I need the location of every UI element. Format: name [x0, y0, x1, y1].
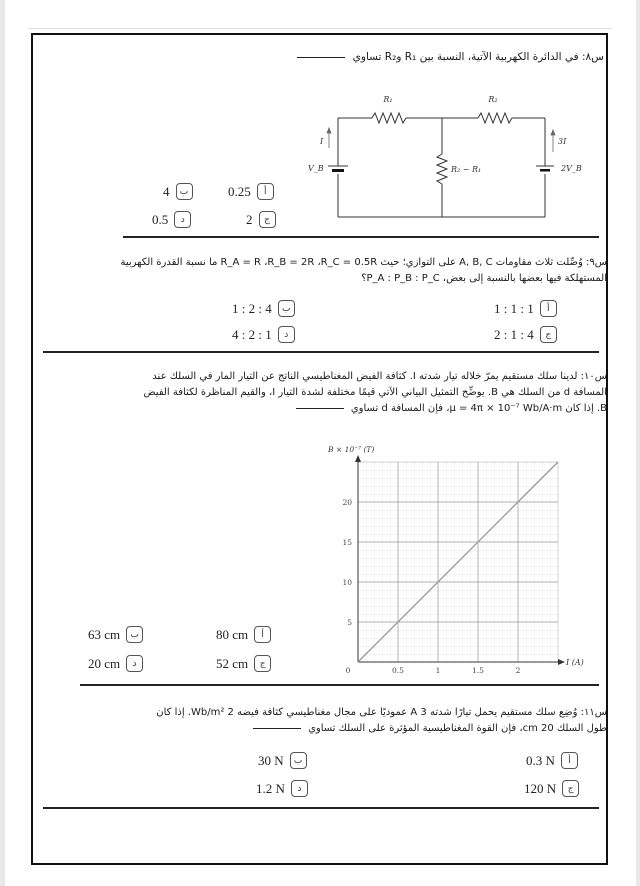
svg-text:1.5: 1.5 — [472, 666, 484, 675]
option-letter-badge: ج — [254, 655, 271, 672]
q10-text — [47, 369, 607, 417]
current-left-label: I — [320, 137, 324, 146]
battery-right-label: 2V_B — [561, 164, 582, 173]
x-axis-label: I (A) — [566, 658, 584, 667]
q11-prompt-line2: طول السلك 20 cm، فإن القوة المغناطيسية المؤثرة على السلك تساوي — [308, 723, 607, 734]
q10-option-a[interactable]: 80 cm أ — [216, 626, 271, 643]
q8-circuit-diagram — [300, 82, 600, 222]
option-letter-badge: أ — [254, 626, 271, 643]
q11-option-b[interactable]: 30 N ب — [258, 752, 307, 769]
svg-text:0.5: 0.5 — [392, 666, 404, 675]
option-letter-badge: أ — [561, 752, 578, 769]
current-arrow-right-icon — [551, 130, 555, 152]
option-letter-badge: د — [278, 326, 295, 343]
svg-text:0: 0 — [345, 666, 351, 675]
q10-divider — [80, 684, 599, 686]
q11-option-c[interactable]: 120 N ج — [524, 780, 579, 797]
option-letter-badge: د — [174, 211, 191, 228]
q10-prompt-line3: B. إذا كان μ = 4π × 10⁻⁷ Wb/A·m، فإن المسافة d تساوي — [350, 403, 607, 414]
option-letter-badge: أ — [540, 300, 557, 317]
svg-text:1: 1 — [435, 666, 441, 675]
svg-text:15: 15 — [342, 538, 352, 547]
r1-label: R₁ — [383, 95, 393, 104]
battery-left-icon — [328, 166, 348, 172]
q11-option-a[interactable]: 0.3 N أ — [526, 752, 578, 769]
r-mid-label: R₂ − R₁ — [451, 165, 482, 174]
option-letter-badge: ج — [259, 211, 276, 228]
answer-blank — [296, 408, 344, 409]
q9-text — [47, 255, 607, 287]
top-rule — [28, 28, 612, 29]
svg-text:10: 10 — [342, 578, 352, 587]
q8-text — [224, 49, 604, 65]
q10-number: س١٠: — [580, 371, 607, 382]
q9-prompt-line1: وُصِّلت ثلاث مقاومات A, B, C على التوازي؛ حيث R_A = R ،R_B = 2R ،R_C = 0.5R ما نسبة القدرة الكهربية — [120, 257, 583, 268]
option-letter-badge: د — [126, 655, 143, 672]
q8-option-c[interactable]: 2 ج — [246, 211, 276, 228]
q8-option-b[interactable]: 4 ب — [163, 183, 193, 200]
battery-right-icon — [536, 166, 554, 172]
q9-divider — [43, 351, 599, 353]
q8-option-d[interactable]: 0.5 د — [152, 211, 191, 228]
answer-blank — [253, 728, 301, 729]
option-letter-badge: ب — [278, 300, 295, 317]
q9-option-c[interactable]: 2 : 1 : 4 ج — [494, 326, 557, 343]
q10-option-c[interactable]: 52 cm ج — [216, 655, 271, 672]
y-axis-label: B × 10⁻⁷ (T) — [328, 445, 375, 454]
q10-b-vs-i-graph — [310, 440, 600, 690]
q11-text — [47, 705, 607, 737]
option-letter-badge: ج — [540, 326, 557, 343]
q11-prompt-line1: وُضِع سلك مستقيم يحمل تيارًا شدته 3 A عموديًا على مجال مغناطيسي كثافة فيضه 2 Wb/m². إذا كان — [156, 707, 578, 718]
option-letter-badge: ب — [290, 752, 307, 769]
option-letter-badge: ب — [126, 626, 143, 643]
q11-number: س١١: — [580, 707, 607, 718]
q10-prompt-line1: لدينا سلك مستقيم يمرّ خلاله تيار شدته I. كثافة الفيض المغناطيسي الناتج عن التيار المار في السلك عند — [152, 371, 578, 382]
battery-left-label: V_B — [308, 164, 324, 173]
answer-blank — [297, 57, 345, 58]
q10-option-b[interactable]: 63 cm ب — [88, 626, 143, 643]
q9-prompt-line2: المستهلكة فيها بعضها بالنسبة إلى بعض، P_A : P_B : P_C؟ — [361, 273, 607, 284]
q8-number: س٨: — [581, 51, 604, 63]
q8-option-a[interactable]: 0.25 أ — [228, 183, 274, 200]
q8-prompt: في الدائرة الكهربية الآتية، النسبة بين R₁ وR₂ تساوي — [352, 51, 579, 63]
current-arrow-left-icon — [327, 128, 331, 148]
r2-label: R₂ — [488, 95, 498, 104]
current-right-label: 3I — [558, 137, 567, 146]
option-letter-badge: أ — [257, 183, 274, 200]
q10-option-d[interactable]: 20 cm د — [88, 655, 143, 672]
q11-option-d[interactable]: 1.2 N د — [256, 780, 308, 797]
option-letter-badge: د — [291, 780, 308, 797]
svg-text:2: 2 — [515, 666, 521, 675]
svg-text:20: 20 — [342, 498, 352, 507]
svg-text:5: 5 — [347, 618, 352, 627]
q8-divider — [123, 236, 599, 238]
q9-option-d[interactable]: 4 : 2 : 1 د — [232, 326, 295, 343]
y-axis-arrow-icon — [355, 455, 361, 462]
x-axis-arrow-icon — [558, 659, 565, 665]
q9-option-a[interactable]: 1 : 1 : 1 أ — [494, 300, 557, 317]
q10-prompt-line2: المسافة d من السلك هي B. يوضِّح التمثيل البياني الآتي قيمًا مختلفة لشدة التيار I، والقيم المناظرة لكثافة الفيض — [143, 387, 607, 398]
option-letter-badge: ج — [562, 780, 579, 797]
q9-option-b[interactable]: 1 : 2 : 4 ب — [232, 300, 295, 317]
q11-divider — [43, 807, 599, 809]
option-letter-badge: ب — [176, 183, 193, 200]
q9-number: س٩: — [586, 257, 607, 268]
